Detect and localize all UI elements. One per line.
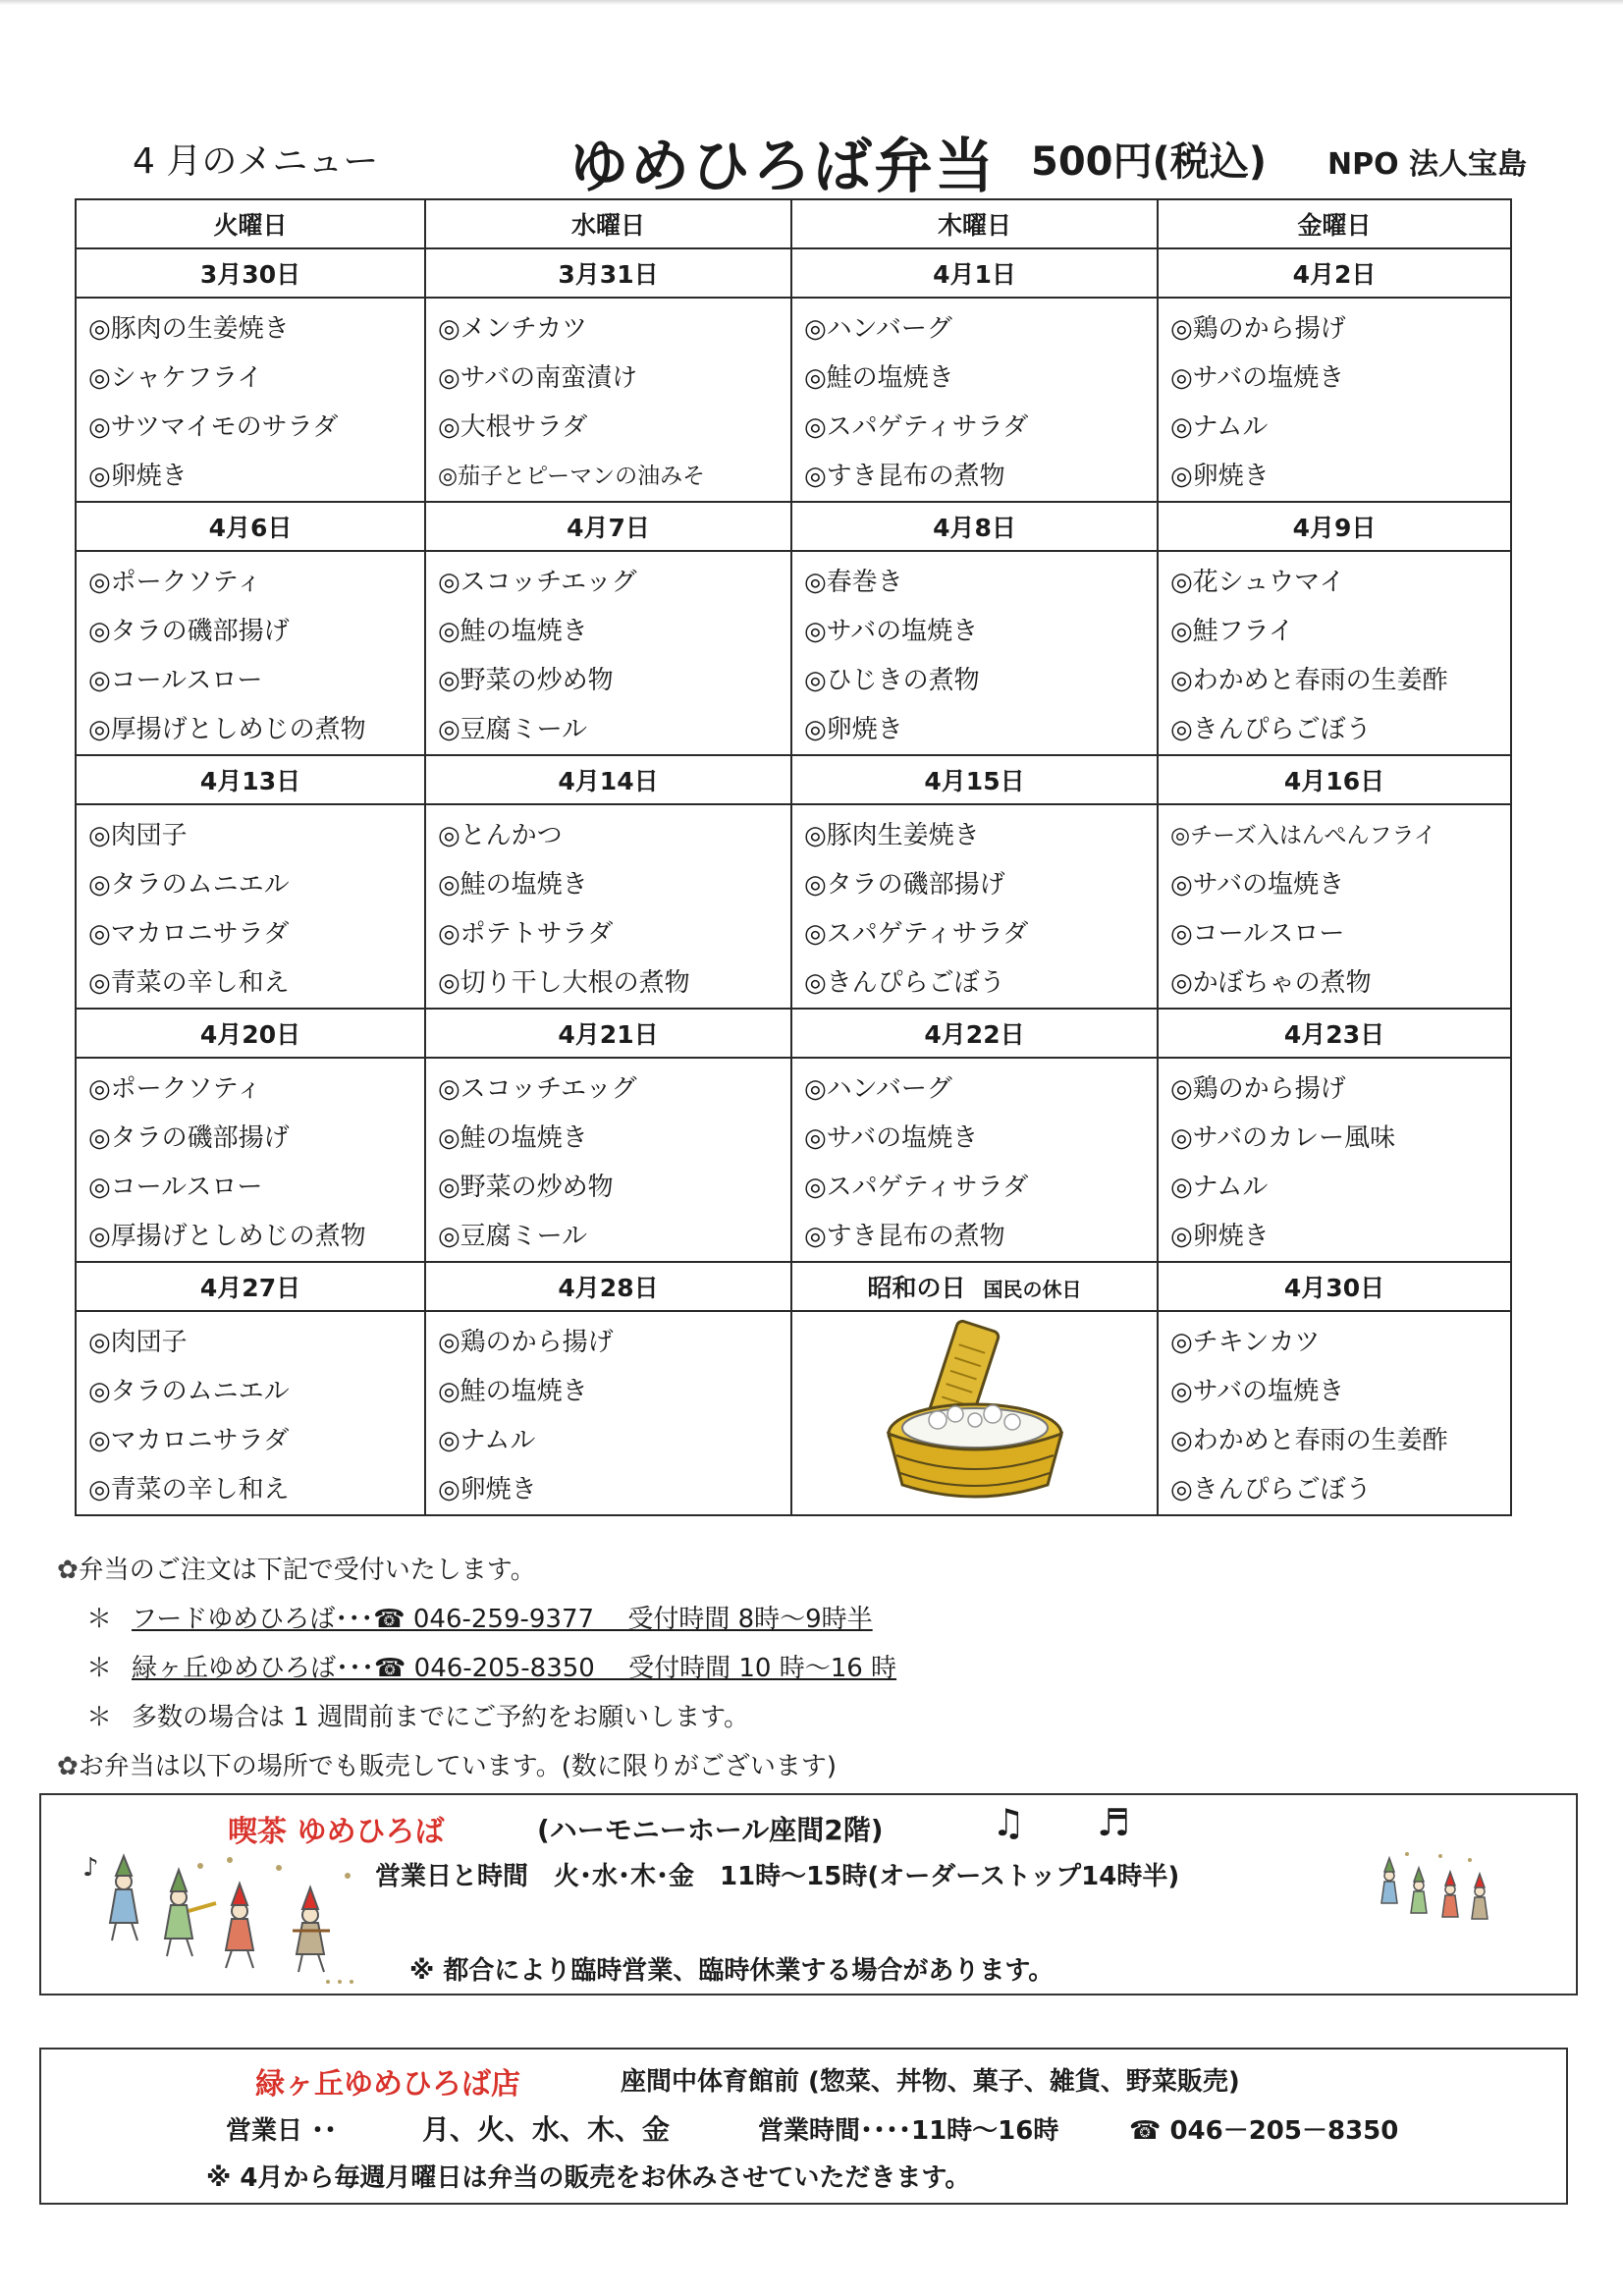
menu-items-cell (425, 1058, 791, 1262)
cafe-info-box (39, 1793, 1578, 1995)
shop-place: 座間中体育館前 (惣菜、丼物、菓子、雑貨、野菜販売) (621, 2067, 1240, 2097)
cafe-place: (ハーモニーホール座間2階) (537, 1814, 884, 1846)
cafe-hours: 営業日と時間 火･水･木･金 11時～15時(オーダーストップ14時半) (375, 1862, 1180, 1891)
menu-item: ◎茄子とピーマンの油みそ (438, 464, 706, 489)
order-intro: 弁当のご注文は下記で受付いたします。 (78, 1556, 536, 1585)
date-row (76, 1262, 1511, 1311)
menu-item: ◎ハンバーグ (804, 1074, 952, 1104)
menu-item: ◎マカロニサラダ (88, 1426, 290, 1455)
menu-item: ◎ナムル (1170, 1173, 1269, 1202)
menu-item: ◎サバの塩焼き (1170, 363, 1345, 393)
date-cell: 4月20日 (76, 1009, 425, 1058)
menu-item: ◎サバのカレー風味 (1170, 1123, 1396, 1153)
menu-item: ◎タラの磯部揚げ (88, 617, 290, 646)
menu-item: ◎肉団子 (88, 1328, 188, 1357)
scan-edge (0, 0, 1623, 5)
date-cell: 4月15日 (791, 755, 1158, 804)
menu-item: ◎卵焼き (88, 462, 188, 491)
date-cell: 4月8日 (791, 502, 1158, 551)
menu-item: ◎メンチカツ (438, 314, 588, 344)
date-cell: 4月22日 (791, 1009, 1158, 1058)
music-note-icon: ♫ (992, 1801, 1026, 1844)
menu-item: ◎チキンカツ (1170, 1328, 1321, 1357)
menu-item: ◎ポークソティ (88, 1074, 262, 1104)
menu-item: ◎切り干し大根の煮物 (438, 968, 690, 998)
date-row (76, 502, 1511, 551)
menu-item: ◎ナムル (438, 1426, 536, 1455)
date-cell: 4月21日 (425, 1009, 791, 1058)
menu-items-row (76, 298, 1511, 502)
menu-items-cell (1158, 804, 1511, 1009)
menu-item: ◎スパゲティサラダ (804, 412, 1029, 442)
menu-item: ◎鶏のから揚げ (1170, 1074, 1346, 1104)
date-cell: 4月7日 (425, 502, 791, 551)
menu-item: ◎ひじきの煮物 (804, 666, 980, 695)
menu-item: ◎鮭フライ (1170, 617, 1294, 646)
date-cell: 4月16日 (1158, 755, 1511, 804)
menu-items-row (76, 804, 1511, 1009)
holiday-header (791, 1262, 1158, 1311)
dancing-dwarfs-small-illustration (1372, 1846, 1499, 1944)
order-line-1 (57, 1599, 873, 1635)
menu-items-cell (1158, 298, 1511, 502)
date-cell: 4月13日 (76, 755, 425, 804)
menu-item: ◎厚揚げとしめじの煮物 (88, 1222, 366, 1251)
menu-item: ◎コールスロー (88, 1173, 263, 1202)
menu-item: ◎ナムル (1170, 412, 1269, 442)
menu-item: ◎かぼちゃの煮物 (1170, 968, 1372, 998)
menu-item: ◎豆腐ミール (438, 715, 588, 744)
shop-name: 緑ヶ丘ゆめひろば店 (255, 2067, 520, 2102)
month-menu-label: 4 月のメニュー (133, 141, 379, 182)
menu-item: ◎鮭の塩焼き (804, 363, 954, 393)
page-header (0, 128, 1623, 201)
menu-item: ◎スパゲティサラダ (804, 1173, 1029, 1202)
menu-item: ◎鮭の塩焼き (438, 1123, 588, 1153)
menu-item: ◎豚肉生姜焼き (804, 821, 980, 850)
menu-items-cell (791, 298, 1158, 502)
svg-text:♪: ♪ (82, 1853, 99, 1883)
menu-item: ◎スコッチエッグ (438, 1074, 637, 1104)
bulk-order-note: 多数の場合は 1 週間前までにご予約をお願いします。 (132, 1703, 749, 1732)
menu-item: ◎わかめと春雨の生姜酢 (1170, 1426, 1448, 1455)
menu-item: ◎マカロニサラダ (88, 919, 290, 949)
menu-item: ◎サバの南蛮漬け (438, 363, 638, 393)
date-row (76, 248, 1511, 298)
date-cell: 4月2日 (1158, 248, 1511, 298)
menu-items-cell (76, 551, 425, 755)
menu-item: ◎鮭の塩焼き (438, 1377, 588, 1406)
menu-item: ◎チーズ入はんぺんフライ (1170, 823, 1436, 848)
menu-item: ◎野菜の炒め物 (438, 666, 614, 695)
menu-items-cell (425, 298, 791, 502)
menu-item: ◎サバの塩焼き (804, 1123, 979, 1153)
menu-item: ◎とんかつ (438, 821, 563, 850)
menu-item: ◎鶏のから揚げ (438, 1328, 614, 1357)
menu-item: ◎サバの塩焼き (1170, 870, 1345, 900)
date-row (76, 755, 1511, 804)
menu-table (75, 198, 1512, 1516)
menu-item: ◎タラのムニエル (88, 870, 290, 900)
weekday-header: 火曜日 (76, 199, 425, 248)
menu-item: ◎きんぴらごぼう (804, 968, 1005, 998)
date-cell: 4月28日 (425, 1262, 791, 1311)
wash-tub-illustration (877, 1318, 1073, 1504)
menu-items-cell (1158, 551, 1511, 755)
date-cell: 3月31日 (425, 248, 791, 298)
dancing-dwarfs-illustration (82, 1846, 377, 1990)
price-label: 500円(税込) (1031, 139, 1268, 185)
menu-item: ◎ポークソティ (88, 568, 262, 597)
music-note-icon: ♬ (1097, 1801, 1131, 1844)
date-row (76, 1009, 1511, 1058)
sale-intro-line (57, 1746, 837, 1782)
shop-hours: 営業時間････11時～16時 (758, 2116, 1059, 2146)
cafe-name: 喫茶 ゆめひろば (228, 1815, 445, 1849)
menu-items-cell (425, 804, 791, 1009)
menu-item: ◎鮭の塩焼き (438, 617, 588, 646)
menu-item: ◎大根サラダ (438, 412, 588, 442)
menu-item: ◎青菜の辛し和え (88, 1475, 290, 1504)
menu-item: ◎タラのムニエル (88, 1377, 290, 1406)
holiday-note: 国民の休日 (983, 1278, 1082, 1301)
menu-items-row (76, 551, 1511, 755)
menu-item: ◎すき昆布の煮物 (804, 462, 1005, 491)
menu-items-cell (1158, 1058, 1511, 1262)
menu-items-cell (76, 804, 425, 1009)
page-title: ゆめひろば弁当 (569, 133, 996, 201)
menu-item: ◎ハンバーグ (804, 314, 952, 344)
date-cell: 4月30日 (1158, 1262, 1511, 1311)
menu-items-row (76, 1311, 1511, 1515)
menu-item: ◎卵焼き (1170, 462, 1270, 491)
asterisk-bullet: ＊ (86, 1703, 113, 1732)
menu-items-cell (791, 804, 1158, 1009)
menu-item: ◎すき昆布の煮物 (804, 1222, 1005, 1251)
menu-item: ◎サバの塩焼き (1170, 1377, 1345, 1406)
menu-item: ◎コールスロー (88, 666, 263, 695)
menu-item: ◎きんぴらごぼう (1170, 1475, 1372, 1504)
menu-item: ◎野菜の炒め物 (438, 1173, 614, 1202)
midorigaoka-contact: 緑ヶ丘ゆめひろば･･･☎ 046-205-8350 受付時間 10 時～16 時 (132, 1654, 897, 1683)
menu-item: ◎シャケフライ (88, 363, 263, 393)
menu-item: ◎スコッチエッグ (438, 568, 637, 597)
menu-item: ◎わかめと春雨の生姜酢 (1170, 666, 1448, 695)
date-cell: 4月14日 (425, 755, 791, 804)
date-cell: 4月23日 (1158, 1009, 1511, 1058)
menu-item: ◎青菜の辛し和え (88, 968, 290, 998)
menu-items-cell (76, 298, 425, 502)
food-yumehiroba-contact: フードゆめひろば･･･☎ 046-259-9377 受付時間 8時～9時半 (132, 1605, 873, 1634)
menu-item: ◎卵焼き (438, 1475, 537, 1504)
flower-bullet-icon: ✿ (57, 1556, 79, 1585)
menu-items-cell (76, 1311, 425, 1515)
date-cell: 4月6日 (76, 502, 425, 551)
menu-item: ◎豚肉の生姜焼き (88, 314, 290, 344)
menu-item: ◎サバの塩焼き (804, 617, 979, 646)
sale-intro: お弁当は以下の場所でも販売しています。(数に限りがございます) (78, 1752, 838, 1781)
menu-items-cell (76, 1058, 425, 1262)
menu-item: ◎厚揚げとしめじの煮物 (88, 715, 366, 744)
menu-item: ◎サツマイモのサラダ (88, 412, 339, 442)
weekday-header-row (76, 199, 1511, 248)
menu-item: ◎タラの磯部揚げ (88, 1123, 290, 1153)
holiday-name: 昭和の日 (867, 1274, 966, 1302)
menu-items-cell (1158, 1311, 1511, 1515)
date-cell: 3月30日 (76, 248, 425, 298)
menu-item: ◎きんぴらごぼう (1170, 715, 1372, 744)
shop-phone: ☎ 046－205－8350 (1129, 2116, 1399, 2146)
weekday-header: 水曜日 (425, 199, 791, 248)
menu-item: ◎卵焼き (804, 715, 903, 744)
menu-items-row (76, 1058, 1511, 1262)
shop-days: 月、火、水、木、金 (422, 2113, 671, 2146)
flower-bullet-icon: ✿ (57, 1752, 79, 1781)
menu-item: ◎コールスロー (1170, 919, 1345, 949)
shop-note: ※ 4月から毎週月曜日は弁当の販売をお休みさせていただきます。 (206, 2163, 971, 2193)
organization-label: NPO 法人宝島 (1327, 147, 1528, 182)
menu-item: ◎鮭の塩焼き (438, 870, 588, 900)
menu-item: ◎鶏のから揚げ (1170, 314, 1346, 344)
menu-item: ◎春巻き (804, 568, 903, 597)
menu-items-cell (425, 551, 791, 755)
menu-item: ◎豆腐ミール (438, 1222, 588, 1251)
shop-days-label: 営業日 ･･ (226, 2116, 338, 2146)
menu-item: ◎花シュウマイ (1170, 568, 1345, 597)
menu-item: ◎スパゲティサラダ (804, 919, 1029, 949)
order-intro-line (57, 1550, 536, 1586)
menu-items-cell (791, 551, 1158, 755)
date-cell: 4月27日 (76, 1262, 425, 1311)
date-cell: 4月1日 (791, 248, 1158, 298)
weekday-header: 木曜日 (791, 199, 1158, 248)
asterisk-bullet: ＊ (86, 1654, 113, 1683)
menu-item: ◎肉団子 (88, 821, 188, 850)
shop-info-box (39, 2048, 1568, 2205)
order-line-2 (57, 1648, 896, 1684)
holiday-cell (791, 1311, 1158, 1515)
cafe-note: ※ 都合により臨時営業、臨時休業する場合があります。 (409, 1956, 1055, 1986)
menu-item: ◎ポテトサラダ (438, 919, 614, 949)
date-cell: 4月9日 (1158, 502, 1511, 551)
menu-items-cell (425, 1311, 791, 1515)
menu-item: ◎卵焼き (1170, 1222, 1270, 1251)
weekday-header: 金曜日 (1158, 199, 1511, 248)
menu-items-cell (791, 1058, 1158, 1262)
menu-item: ◎タラの磯部揚げ (804, 870, 1005, 900)
asterisk-bullet: ＊ (86, 1605, 113, 1634)
order-line-3 (57, 1697, 749, 1733)
